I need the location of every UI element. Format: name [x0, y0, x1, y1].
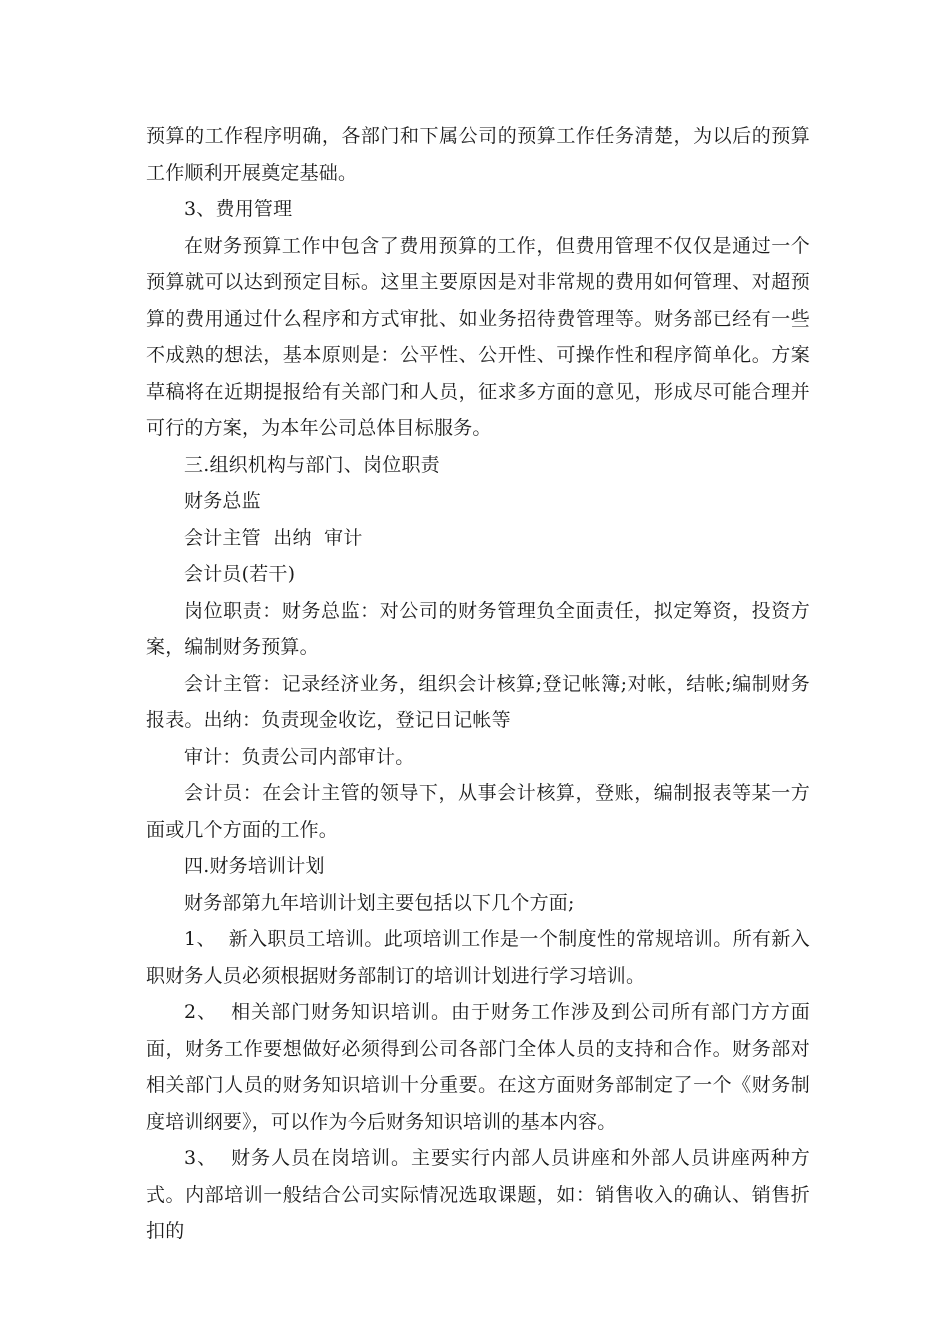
- paragraph: 财务部第九年培训计划主要包括以下几个方面;: [184, 891, 575, 914]
- paragraph: 会计员：在会计主管的领导下，从事会计核算，登账，编制报表等某一方面或几个方面的工作。: [146, 782, 810, 841]
- list-item: 3、 财务人员在岗培训。主要实行内部人员讲座和外部人员讲座两种方式。内部培训一般结合公司实际情况选取课题，如：销售收入的确认、销售折扣的: [146, 1147, 810, 1242]
- org-line-managers: 会计主管 出纳 审计: [184, 526, 363, 549]
- list-item: 2、 相关部门财务知识培训。由于财务工作涉及到公司所有部门方方面面，财务工作要想做好必须得到公司各部门全体人员的支持和合作。财务部对相关部门人员的财务知识培训十分重要。在这方面财务部制定了一个《财务制度培训纲要》，可以作为今后财务知识培训的基本内容。: [146, 1001, 810, 1133]
- section-heading-organization: 三.组织机构与部门、岗位职责: [184, 453, 440, 476]
- paragraph: 预算的工作程序明确，各部门和下属公司的预算工作任务清楚，为以后的预算工作顺利开展奠定基础。: [146, 125, 810, 184]
- paragraph: 在财务预算工作中包含了费用预算的工作，但费用管理不仅仅是通过一个预算就可以达到预定目标。这里主要原因是对非常规的费用如何管理、对超预算的费用通过什么程序和方式审批、如业务招待费管理等。财务部已经有一些不成熟的想法，基本原则是：公平性、公开性、可操作性和程序简单化。方案草稿将在近期提报给有关部门和人员，征求多方面的意见，形成尽可能合理并可行的方案，为本年公司总体目标服务。: [146, 234, 810, 439]
- paragraph: 审计：负责公司内部审计。: [184, 745, 415, 768]
- section-heading-training-plan: 四.财务培训计划: [184, 855, 325, 877]
- org-line-cfo: 财务总监: [184, 490, 261, 512]
- list-item: 1、 新入职员工培训。此项培训工作是一个制度性的常规培训。所有新入职财务人员必须根据财务部制订的培训计划进行学习培训。: [146, 928, 810, 987]
- paragraph: 岗位职责：财务总监：对公司的财务管理负全面责任，拟定筹资，投资方案，编制财务预算。: [146, 599, 810, 658]
- org-line-accountants: 会计员(若干): [184, 563, 296, 585]
- document-body: [146, 118, 810, 1250]
- section-heading-expense-management: 3、费用管理: [184, 198, 293, 220]
- paragraph: 会计主管：记录经济业务，组织会计核算;登记帐簿;对帐，结帐;编制财务报表。出纳：负责现金收讫，登记日记帐等: [146, 672, 810, 731]
